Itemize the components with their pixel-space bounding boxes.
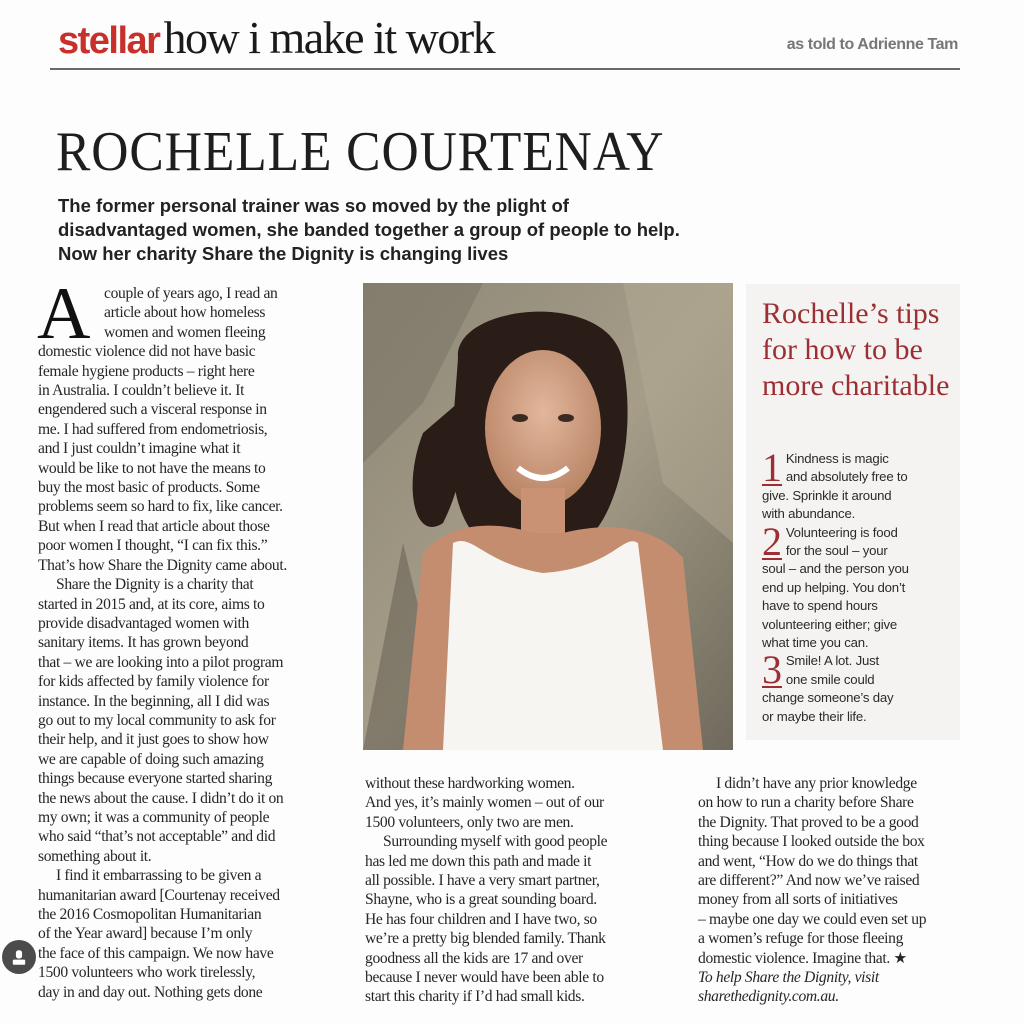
body-column-3 bbox=[698, 774, 968, 1007]
body-column-1 bbox=[37, 273, 350, 1002]
tip-text-line: volunteering either; give bbox=[762, 616, 898, 632]
byline: as told to Adrienne Tam bbox=[786, 36, 958, 53]
body-text-line: we’re a pretty big blended family. Thank bbox=[365, 930, 606, 948]
tip-number: 3 bbox=[762, 647, 782, 693]
body-text-line: buy the most basic of products. Some bbox=[38, 479, 260, 497]
body-text-line: article about how homeless bbox=[104, 304, 266, 322]
body-text-line: day in and day out. Nothing gets done bbox=[38, 983, 263, 1001]
profile-avatar-button[interactable] bbox=[2, 940, 36, 974]
body-text-line: in Australia. I couldn’t believe it. It bbox=[38, 382, 245, 400]
body-text-line: because I never would have been able to bbox=[365, 969, 604, 987]
body-text-line: for kids affected by family violence for bbox=[38, 673, 269, 691]
body-text-line: sanitary items. It has grown beyond bbox=[38, 634, 249, 652]
body-text-line: on how to run a charity before Share bbox=[698, 794, 914, 812]
body-text-line: all possible. I have a very smart partner, bbox=[365, 872, 600, 890]
tip-text-line: Kindness is magic bbox=[785, 451, 889, 466]
body-text-line: Share the Dignity is a charity that bbox=[56, 576, 254, 594]
tips-list bbox=[762, 445, 958, 726]
body-text-line: their help, and it just goes to show how bbox=[38, 731, 269, 749]
masthead bbox=[58, 12, 494, 67]
tip-item bbox=[762, 518, 958, 653]
body-text-line: women and women fleeing bbox=[104, 323, 266, 341]
body-column-2 bbox=[365, 774, 695, 1007]
body-text-line: provide disadvantaged women with bbox=[38, 614, 249, 632]
tip-text-line: change someone’s day bbox=[762, 690, 894, 706]
body-text-line: 1500 volunteers who work tirelessly, bbox=[38, 964, 256, 982]
body-text-line: of the Year award] because I’m only bbox=[38, 925, 253, 943]
brand-logo: stellar bbox=[58, 20, 160, 62]
body-text-line: would be like to not have the means to bbox=[38, 459, 266, 477]
website-link[interactable]: sharethedignity.com.au. bbox=[698, 988, 839, 1006]
body-text-line: started in 2015 and, at its core, aims to bbox=[38, 595, 265, 613]
tip-item bbox=[762, 647, 958, 726]
body-text-line: And yes, it’s mainly women – out of our bbox=[365, 794, 604, 812]
body-text-line: things because everyone started sharing bbox=[38, 770, 273, 788]
body-text-line: go out to my local community to ask for bbox=[38, 711, 276, 729]
tip-text-line: Volunteering is food bbox=[785, 524, 898, 540]
tip-text-line: or maybe their life. bbox=[762, 708, 867, 724]
body-text-line: – maybe one day we could even set up bbox=[698, 910, 927, 928]
body-text-line: who said “that’s not acceptable” and did bbox=[38, 828, 276, 846]
tip-text-line: soul – and the person you bbox=[762, 561, 909, 577]
tips-sidebar bbox=[746, 284, 960, 740]
portrait-photo bbox=[363, 283, 733, 750]
drop-cap: A bbox=[37, 273, 91, 355]
tip-text-line: end up helping. You don’t bbox=[762, 579, 906, 595]
body-text-line: the Dignity. That proved to be a good bbox=[698, 813, 919, 831]
body-text-line: money from all sorts of initiatives bbox=[698, 891, 898, 909]
tips-title: Rochelle’s tips for how to be more charitable bbox=[762, 297, 950, 402]
body-text-line: Surrounding myself with good people bbox=[383, 833, 608, 851]
body-text-line: That’s how Share the Dignity came about. bbox=[38, 556, 287, 574]
body-text-line: we are capable of doing such amazing bbox=[38, 750, 264, 768]
body-text-line: I find it embarrassing to be given a bbox=[56, 867, 262, 885]
body-text-line: goodness all the kids are 17 and over bbox=[365, 949, 583, 967]
tip-item bbox=[762, 445, 958, 524]
body-text-line: the face of this campaign. We now have bbox=[38, 944, 274, 962]
body-text-line: engendered such a visceral response in bbox=[38, 401, 267, 419]
tip-text-line: for the soul – your bbox=[785, 543, 888, 559]
article-title: ROCHELLE COURTENAY bbox=[56, 121, 665, 183]
body-text-line: has led me down this path and made it bbox=[365, 852, 592, 870]
body-text-line: my own; it was a community of people bbox=[38, 808, 270, 826]
body-text-line: something about it. bbox=[38, 847, 152, 865]
body-text-line: humanitarian award [Courtenay received bbox=[38, 886, 280, 904]
body-text-line: me. I had suffered from endometriosis, bbox=[38, 420, 268, 438]
tip-text-line: Smile! A lot. Just bbox=[785, 653, 879, 669]
tip-text-line: one smile could bbox=[785, 671, 875, 687]
body-text-line: domestic violence did not have basic bbox=[38, 343, 256, 361]
header-divider bbox=[50, 68, 960, 70]
footer-note: To help Share the Dignity, visit bbox=[698, 969, 879, 987]
body-text-line: I didn’t have any prior knowledge bbox=[716, 775, 917, 792]
body-text-line: But when I read that article about those bbox=[38, 517, 270, 535]
body-text-line: without these hardworking women. bbox=[365, 775, 575, 792]
body-text-line: poor women I thought, “I can fix this.” bbox=[38, 537, 268, 555]
body-text-line: and went, “How do we do things that bbox=[698, 852, 918, 870]
body-text-line: a women’s refuge for those fleeing bbox=[698, 930, 904, 948]
body-text-line: thing because I looked outside the box bbox=[698, 833, 925, 851]
tip-text-line: have to spend hours bbox=[762, 598, 878, 614]
body-text-line: He has four children and I have two, so bbox=[365, 910, 597, 928]
body-text-line: couple of years ago, I read an bbox=[104, 285, 278, 302]
tip-number: 1 bbox=[762, 445, 782, 490]
tip-text-line: give. Sprinkle it around bbox=[762, 487, 892, 503]
section-title: how i make it work bbox=[163, 12, 495, 63]
body-text-line: problems seem so hard to fix, like cancer. bbox=[38, 498, 283, 516]
body-text-line: the 2016 Cosmopolitan Humanitarian bbox=[38, 906, 262, 923]
body-text-line: that – we are looking into a pilot program bbox=[38, 653, 284, 671]
body-text-line: instance. In the beginning, all I did was bbox=[38, 692, 270, 710]
tip-text-line: and absolutely free to bbox=[785, 469, 908, 485]
tip-number: 2 bbox=[762, 518, 782, 564]
body-text-line: 1500 volunteers, only two are men. bbox=[365, 813, 574, 831]
body-text-line: Shayne, who is a great sounding board. bbox=[365, 891, 597, 909]
body-text-line: start this charity if I’d had small kids. bbox=[365, 988, 585, 1006]
body-text-line: domestic violence. Imagine that. ★ bbox=[698, 949, 908, 967]
user-icon bbox=[2, 940, 36, 974]
tip-text-line: what time you can. bbox=[762, 635, 869, 651]
standfirst: The former personal trainer was so moved by the plight of disadvantaged women, she banded together a group of people to help. Now her charity Share the Dignity is changing lives bbox=[58, 195, 680, 264]
body-text-line: female hygiene products – right here bbox=[38, 362, 255, 380]
tip-text-line: with abundance. bbox=[762, 506, 856, 522]
body-text-line: are different?” And now we’ve raised bbox=[698, 872, 920, 890]
body-text-line: and I just couldn’t imagine what it bbox=[38, 440, 241, 458]
body-text-line: the news about the cause. I didn’t do it on bbox=[38, 789, 284, 807]
